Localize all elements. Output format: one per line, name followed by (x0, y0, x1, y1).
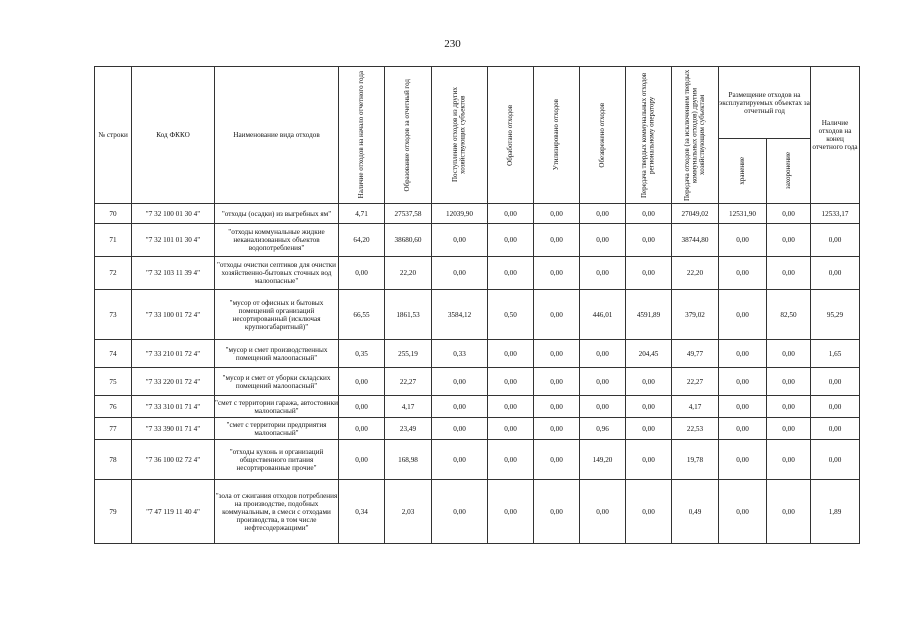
fkko-code-cell: "7 33 210 01 72 4" (132, 340, 215, 368)
value-cell: 0,00 (767, 204, 811, 224)
value-cell: 4,17 (385, 396, 432, 418)
table-row (95, 257, 860, 290)
waste-table (94, 66, 860, 544)
value-cell: 0,00 (488, 224, 534, 257)
header-processed: Обработано отходов (488, 67, 534, 204)
value-cell: 0,00 (719, 418, 767, 440)
fkko-code-cell: "7 33 100 01 72 4" (132, 290, 215, 340)
value-cell: 0,00 (488, 396, 534, 418)
value-cell: 0,00 (534, 204, 580, 224)
value-cell: 0,00 (488, 480, 534, 544)
value-cell: 19,78 (672, 440, 719, 480)
value-cell: 0,00 (626, 224, 672, 257)
value-cell: 0,00 (580, 480, 626, 544)
value-cell: 0,00 (626, 480, 672, 544)
fkko-code-cell: "7 33 220 01 72 4" (132, 368, 215, 396)
row-number-cell: 72 (95, 257, 132, 290)
value-cell: 22,27 (385, 368, 432, 396)
value-cell: 27537,58 (385, 204, 432, 224)
value-cell: 0,00 (339, 440, 385, 480)
value-cell: 95,29 (811, 290, 860, 340)
waste-name-cell: "отходы (осадки) из выгребных ям" (215, 204, 339, 224)
table-row (95, 418, 860, 440)
value-cell: 168,98 (385, 440, 432, 480)
value-cell: 4,71 (339, 204, 385, 224)
row-number-cell: 77 (95, 418, 132, 440)
header-utilized: Утилизировано отходов (534, 67, 580, 204)
value-cell: 379,02 (672, 290, 719, 340)
value-cell: 0,00 (719, 480, 767, 544)
row-number-cell: 74 (95, 340, 132, 368)
value-cell: 4,17 (672, 396, 719, 418)
fkko-code-cell: "7 32 101 01 30 4" (132, 224, 215, 257)
value-cell: 0,00 (534, 480, 580, 544)
value-cell: 149,20 (580, 440, 626, 480)
value-cell: 0,00 (767, 224, 811, 257)
fkko-code-cell: "7 32 100 01 30 4" (132, 204, 215, 224)
waste-name-cell: "отходы кухонь и организаций общественного питания несортированные прочие" (215, 440, 339, 480)
value-cell: 0,00 (534, 418, 580, 440)
value-cell: 0,00 (432, 257, 488, 290)
waste-name-cell: "мусор и смет от уборки складских помещений малоопасный" (215, 368, 339, 396)
page-number: 230 (444, 38, 461, 50)
fkko-code-cell: "7 33 390 01 71 4" (132, 418, 215, 440)
table-row (95, 440, 860, 480)
value-cell: 0,00 (719, 224, 767, 257)
waste-name-cell: "смет с территории гаража, автостоянки малоопасный" (215, 396, 339, 418)
table-row (95, 340, 860, 368)
value-cell: 0,00 (339, 418, 385, 440)
value-cell: 0,00 (339, 257, 385, 290)
value-cell: 0,00 (488, 440, 534, 480)
value-cell: 0,00 (767, 340, 811, 368)
value-cell: 3584,12 (432, 290, 488, 340)
value-cell: 0,00 (811, 396, 860, 418)
waste-name-cell: "зола от сжигания отходов потребления на производстве, подобных коммунальным, в смеси с отходами производства, в том числе нефтесодержащими" (215, 480, 339, 544)
header-transfer-regional: Передача твердых коммунальных отходов региональному оператору (626, 67, 672, 204)
value-cell: 0,00 (626, 257, 672, 290)
header-neutralized: Обезврежено отходов (580, 67, 626, 204)
table-row (95, 368, 860, 396)
value-cell: 0,00 (626, 396, 672, 418)
value-cell: 22,27 (672, 368, 719, 396)
value-cell: 0,00 (488, 368, 534, 396)
waste-name-cell: "отходы коммунальные жидкие неканализованных объектов водопотребления" (215, 224, 339, 257)
row-number-cell: 75 (95, 368, 132, 396)
value-cell: 49,77 (672, 340, 719, 368)
value-cell: 38744,80 (672, 224, 719, 257)
value-cell: 0,00 (432, 396, 488, 418)
value-cell: 0,00 (580, 340, 626, 368)
value-cell: 0,00 (719, 257, 767, 290)
value-cell: 0,00 (534, 340, 580, 368)
waste-name-cell: "отходы очистки септиков для очистки хозяйственно-бытовых сточных вод малоопасные" (215, 257, 339, 290)
value-cell: 0,00 (339, 396, 385, 418)
header-end-balance: Наличие отходов на конец отчетного года (811, 67, 860, 204)
header-received: Поступление отходов из других хозяйствующих субъектов (432, 67, 488, 204)
value-cell: 446,01 (580, 290, 626, 340)
value-cell: 0,00 (767, 396, 811, 418)
value-cell: 0,00 (719, 340, 767, 368)
value-cell: 0,00 (626, 368, 672, 396)
value-cell: 0,96 (580, 418, 626, 440)
waste-name-cell: "смет с территории предприятия малоопасный" (215, 418, 339, 440)
waste-name-cell: "мусор от офисных и бытовых помещений организаций несортированный (исключая крупногабаритный)" (215, 290, 339, 340)
value-cell: 0,00 (580, 396, 626, 418)
header-code: Код ФККО (132, 67, 215, 204)
value-cell: 0,00 (488, 418, 534, 440)
value-cell: 0,00 (432, 440, 488, 480)
header-name: Наименование вида отходов (215, 67, 339, 204)
value-cell: 0,00 (488, 204, 534, 224)
table-row (95, 396, 860, 418)
value-cell: 0,00 (767, 257, 811, 290)
value-cell: 0,00 (719, 396, 767, 418)
value-cell: 12533,17 (811, 204, 860, 224)
value-cell: 82,50 (767, 290, 811, 340)
value-cell: 255,19 (385, 340, 432, 368)
fkko-code-cell: "7 36 100 02 72 4" (132, 440, 215, 480)
value-cell: 27049,02 (672, 204, 719, 224)
value-cell: 12039,90 (432, 204, 488, 224)
fkko-code-cell: "7 33 310 01 71 4" (132, 396, 215, 418)
value-cell: 66,55 (339, 290, 385, 340)
value-cell: 0,00 (534, 396, 580, 418)
value-cell: 0,00 (339, 368, 385, 396)
value-cell: 0,00 (719, 290, 767, 340)
header-generated: Образование отходов за отчетный год (385, 67, 432, 204)
value-cell: 0,00 (626, 418, 672, 440)
value-cell: 0,00 (580, 368, 626, 396)
value-cell: 0,00 (719, 440, 767, 480)
header-placement: Размещение отходов на эксплуатируемых объектах за отчетный год (719, 67, 811, 139)
value-cell: 0,00 (580, 204, 626, 224)
value-cell: 0,00 (488, 340, 534, 368)
header-transfer-other: Передача отходов (за исключением твердых коммунальных отходов) другим хозяйствующим субъектам (672, 67, 719, 204)
value-cell: 1,65 (811, 340, 860, 368)
header-storage: хранение (719, 139, 767, 204)
value-cell: 1861,53 (385, 290, 432, 340)
value-cell: 0,00 (626, 204, 672, 224)
value-cell: 0,00 (580, 224, 626, 257)
fkko-code-cell: "7 32 103 11 39 4" (132, 257, 215, 290)
value-cell: 38680,60 (385, 224, 432, 257)
row-number-cell: 73 (95, 290, 132, 340)
table-row (95, 224, 860, 257)
value-cell: 204,45 (626, 340, 672, 368)
value-cell: 22,20 (672, 257, 719, 290)
value-cell: 2,03 (385, 480, 432, 544)
value-cell: 22,20 (385, 257, 432, 290)
value-cell: 1,89 (811, 480, 860, 544)
value-cell: 0,00 (811, 257, 860, 290)
value-cell: 0,34 (339, 480, 385, 544)
value-cell: 0,00 (811, 224, 860, 257)
value-cell: 0,35 (339, 340, 385, 368)
value-cell: 22,53 (672, 418, 719, 440)
value-cell: 0,00 (626, 440, 672, 480)
value-cell: 0,00 (432, 368, 488, 396)
value-cell: 0,00 (534, 257, 580, 290)
waste-name-cell: "мусор и смет производственных помещений малоопасный" (215, 340, 339, 368)
value-cell: 0,33 (432, 340, 488, 368)
value-cell: 0,00 (534, 440, 580, 480)
row-number-cell: 79 (95, 480, 132, 544)
fkko-code-cell: "7 47 119 11 40 4" (132, 480, 215, 544)
value-cell: 0,50 (488, 290, 534, 340)
table-row (95, 204, 860, 224)
row-number-cell: 78 (95, 440, 132, 480)
value-cell: 0,00 (719, 368, 767, 396)
table-row (95, 290, 860, 340)
value-cell: 0,00 (432, 480, 488, 544)
value-cell: 23,49 (385, 418, 432, 440)
value-cell: 0,00 (580, 257, 626, 290)
value-cell: 0,00 (432, 224, 488, 257)
value-cell: 0,00 (767, 368, 811, 396)
header-start-balance: Наличие отходов на начало отчетного года (339, 67, 385, 204)
value-cell: 0,00 (534, 290, 580, 340)
value-cell: 0,00 (811, 418, 860, 440)
header-burial: захоронение (767, 139, 811, 204)
header-row-no: № строки (95, 67, 132, 204)
value-cell: 0,00 (767, 440, 811, 480)
row-number-cell: 76 (95, 396, 132, 418)
value-cell: 0,00 (811, 440, 860, 480)
value-cell: 0,00 (488, 257, 534, 290)
value-cell: 0,00 (767, 418, 811, 440)
value-cell: 0,00 (767, 480, 811, 544)
value-cell: 0,00 (432, 418, 488, 440)
value-cell: 64,20 (339, 224, 385, 257)
row-number-cell: 70 (95, 204, 132, 224)
value-cell: 0,00 (534, 224, 580, 257)
value-cell: 0,49 (672, 480, 719, 544)
value-cell: 0,00 (811, 368, 860, 396)
value-cell: 0,00 (534, 368, 580, 396)
table-row (95, 480, 860, 544)
value-cell: 12531,90 (719, 204, 767, 224)
row-number-cell: 71 (95, 224, 132, 257)
value-cell: 4591,89 (626, 290, 672, 340)
